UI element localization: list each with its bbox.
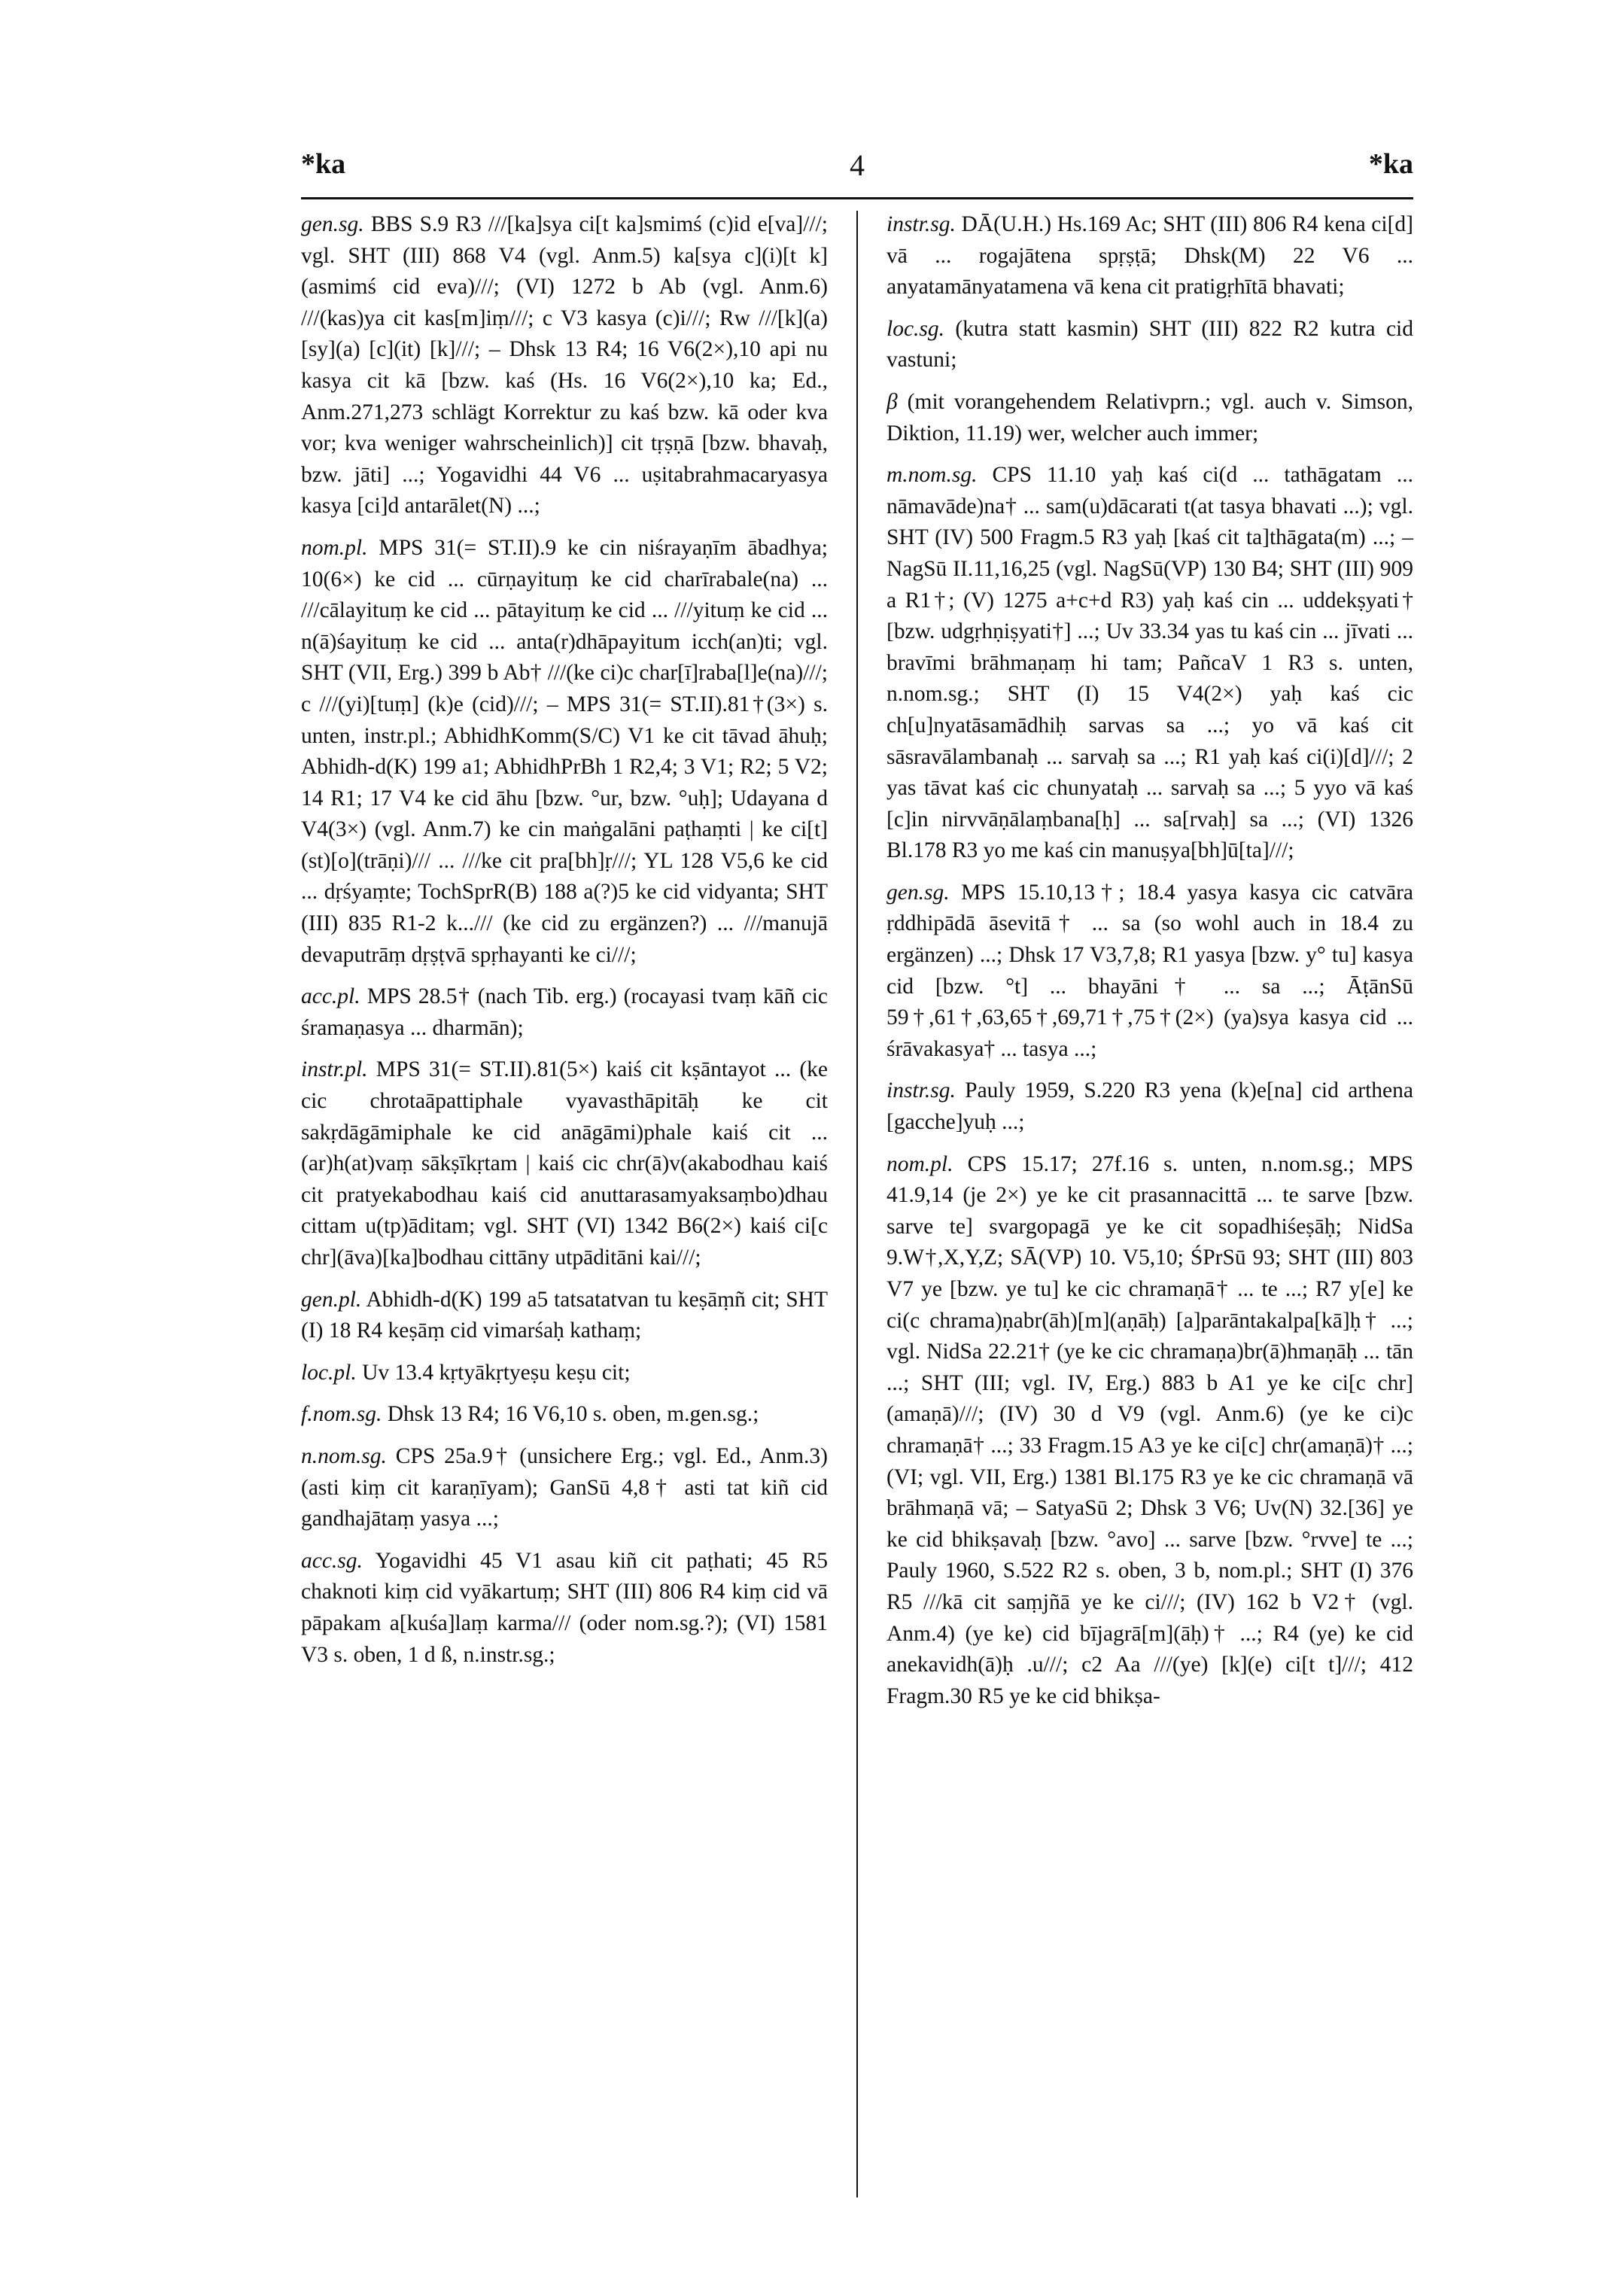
grammar-label: loc.sg. <box>887 316 945 341</box>
entry-text: Dhsk 13 R4; 16 V6,10 s. oben, m.gen.sg.; <box>382 1402 759 1427</box>
grammar-label: instr.sg. <box>887 212 956 236</box>
dictionary-entry <box>301 533 828 971</box>
dictionary-entry <box>301 1399 828 1431</box>
dictionary-entry <box>887 1075 1413 1138</box>
header-rule <box>301 197 1413 199</box>
dictionary-entry <box>887 1149 1413 1713</box>
entry-text: DĀ(U.H.) Hs.169 Ac; SHT (III) 806 R4 kena ci[d] vā ... rogajātena spṛṣṭā; Dhsk(M) 22 V6 ... anyatamānyatamena vā kena cit pratigṛhītā bhavati; <box>887 212 1413 300</box>
right-column <box>887 209 1413 1723</box>
entry-text: Pauly 1959, S.220 R3 yena (k)e[na] cid arthena [gacche]yuḥ ...; <box>887 1078 1413 1135</box>
grammar-label: acc.pl. <box>301 984 360 1009</box>
grammar-label: gen.sg. <box>301 212 364 236</box>
grammar-label: β <box>887 389 898 414</box>
entry-text: MPS 31(= ST.II).9 ke cin niśrayaṇīm ābadhya; 10(6×) ke cid ... cūrṇayituṃ ke cid charīrabale(na) ... ///cālayituṃ ke cid ... pātayituṃ ke cid ... ///yituṃ ke cid ... n(ā)śayituṃ ke cid ... anta(r)dhāpayitum icch(an)ti; vgl. SHT (VII, Erg.) 399 b Ab† ///(ke ci)c char[ī]raba[l]e(na)///; c ///(yi)[tuṃ] (k)e (cid)///; – MPS 31(= ST.II).81†(3×) s. unten, instr.pl.; AbhidhKomm(S/C) V1 ke cit tāvad āhuḥ; Abhidh-d(K) 199 a1; AbhidhPrBh 1 R2,4; 3 V1; R2; 5 V2; 14 R1; 17 V4 ke cid āhu [bzw. °ur, bzw. °uḥ]; Udayana d V4(3×) (vgl. Anm.7) ke cin maṅgalāni paṭhaṃti | ke ci[t] (st)[o](trāṇi)/// ... ///ke cit pra[bh]ṛ///; YL 128 V5,6 ke cid ... dṛśyaṃte; TochSprR(B) 188 a(?)5 ke cid vidyanta; SHT (III) 835 R1-2 k.../// (ke cid zu ergänzen?) ... ///manujā devaputrāṃ dṛṣṭvā spṛhayanti ke ci///; <box>301 535 828 967</box>
entry-text: BBS S.9 R3 ///[ka]sya ci[t ka]smimś (c)id e[va]///; vgl. SHT (III) 868 V4 (vgl. Anm.5) ka[sya c](i)[t k](asmimś cid eva)///; (VI) 1272 b Ab (vgl. Anm.6) ///(kas)ya cit kas[m]iṃ///; c V3 kasya (c)i///; Rw ///[k](a)[sy](a) [c](it) [k]///; – Dhsk 13 R4; 16 V6(2×),10 api nu kasya cit kā [bzw. kaś (Hs. 16 V6(2×),10 ka; Ed., Anm.271,273 schlägt Korrektur zu kaś bzw. kā oder kva vor; kva weniger wahrscheinlich)] cit tṛṣṇā [bzw. bhavaḥ, bzw. jāti] ...; Yogavidhi 44 V6 ... uṣitabrahmacaryasya kasya [ci]d antarālet(N) ...; <box>301 212 828 519</box>
dictionary-entry <box>887 387 1413 449</box>
dictionary-entry <box>301 1546 828 1671</box>
dictionary-entry <box>301 1441 828 1535</box>
grammar-label: f.nom.sg. <box>301 1402 382 1427</box>
grammar-label: acc.sg. <box>301 1548 363 1573</box>
dictionary-entry <box>301 1285 828 1347</box>
left-column <box>301 209 828 1681</box>
page-header <box>301 148 1413 185</box>
entry-text: MPS 28.5† (nach Tib. erg.) (rocayasi tvaṃ kāñ cic śramaṇasya ... dharmān); <box>301 984 828 1040</box>
entry-text: (mit vorangehendem Relativprn.; vgl. auch v. Simson, Diktion, 11.19) wer, welcher auch immer; <box>887 389 1413 446</box>
header-left-headword: *ka <box>301 148 346 180</box>
grammar-label: instr.sg. <box>887 1078 956 1103</box>
grammar-label: loc.pl. <box>301 1360 357 1385</box>
grammar-label: n.nom.sg. <box>301 1443 387 1468</box>
entry-text: CPS 25a.9† (unsichere Erg.; vgl. Ed., Anm.3) (asti kiṃ cit karaṇīyam); GanSū 4,8† asti tat kiñ cid gandhajātaṃ yasya ...; <box>301 1443 828 1531</box>
grammar-label: instr.pl. <box>301 1057 368 1082</box>
entry-text: MPS 15.10,13†; 18.4 yasya kasya cic catvāra ṛddhipādā āsevitā† ... sa (so wohl auch in 18.4 zu ergänzen) ...; Dhsk 17 V3,7,8; R1 yasya [bzw. y° tu] kasya cid [bzw. °t] ... bhayāni† ... sa ...; ĀṭānSū 59†,61†,63,65†,69,71†,75†(2×) (ya)sya kasya cid ... śrāvakasya† ... tasya ...; <box>887 880 1413 1061</box>
page-number: 4 <box>850 148 865 182</box>
entry-text: MPS 31(= ST.II).81(5×) kaiś cit kṣāntayot ... (ke cic chrotaāpattiphale vyavasthāpitāḥ ke cit sakṛdāgāmiphale ke cid anāgāmi)phale kaiś cit ... (ar)h(at)vaṃ sākṣīkṛtam | kaiś cic chr(ā)v(akabodhau kaiś cit pratyekabodhau kaiś cid anuttarasamyaksaṃbo)dhau cittam u(tp)āditam; vgl. SHT (VI) 1342 B6(2×) kaiś ci[c chr](āva)[ka]bodhau cittāny utpāditāni kai///; <box>301 1057 828 1270</box>
dictionary-entry <box>887 460 1413 867</box>
dictionary-entry <box>887 209 1413 303</box>
entry-text: CPS 15.17; 27f.16 s. unten, n.nom.sg.; MPS 41.9,14 (je 2×) ye ke cit prasannacittā ... te sarve [bzw. sarve te] svargopagā ye ke cit sopadhiśeṣāḥ; NidSa 9.W†,X,Y,Z; SĀ(VP) 10. V5,10; ŚPrSū 93; SHT (III) 803 V7 ye [bzw. ye tu] ke cic chramaṇā† ... te ...; R7 y[e] ke ci(c chrama)ṇabr(āh)[m](aṇāḥ) [a]parāntakalpa[kā]ḥ† ...; vgl. NidSa 22.21† (ye ke cic chramaṇa)br(ā)hmaṇāḥ ... tān ...; SHT (III; vgl. IV, Erg.) 883 b A1 ye ke ci[c chr](amaṇā)///; (IV) 30 d V9 (vgl. Anm.6) (ye ke ci)c chramaṇā† ...; 33 Fragm.15 A3 ye ke ci[c] chr(amaṇā)† ...; (VI; vgl. VII, Erg.) 1381 Bl.175 R3 ye ke cic chramaṇā vā brāhmaṇā vā; – SatyaSū 2; Dhsk 3 V6; Uv(N) 32.[36] ye ke cid bhikṣavaḥ [bzw. °avo] ... sarve [bzw. °rvve] te ...; Pauly 1960, S.522 R2 s. oben, 3 b, nom.pl.; SHT (I) 376 R5 ///kā cit saṃjñā ye ke ci///; (IV) 162 b V2† (vgl. Anm.4) (ye ke) cid bījagrā[m](āḥ)† ...; R4 (ye) ke cid anekavidh(ā)ḥ .u///; c2 Aa ///(ye) [k](e) ci[t t]///; 412 Fragm.30 R5 ye ke cid bhikṣa- <box>887 1151 1413 1708</box>
dictionary-entry <box>301 1358 828 1389</box>
grammar-label: gen.pl. <box>301 1287 362 1312</box>
dictionary-entry <box>887 877 1413 1066</box>
column-divider <box>856 211 858 2197</box>
entry-text: Yogavidhi 45 V1 asau kiñ cit paṭhati; 45 R5 chaknoti kiṃ cid vyākartuṃ; SHT (III) 806 R4 kiṃ cid vā pāpakam a[kuśa]laṃ karma/// (oder nom.sg.?); (VI) 1581 V3 s. oben, 1 d ß, n.instr.sg.; <box>301 1548 828 1667</box>
entry-text: Abhidh-d(K) 199 a5 tatsatatvan tu keṣāṃñ cit; SHT (I) 18 R4 keṣāṃ cid vimarśaḥ kathaṃ; <box>301 1287 828 1343</box>
header-right-headword: *ka <box>1368 148 1413 180</box>
grammar-label: nom.pl. <box>887 1151 953 1176</box>
dictionary-entry <box>301 209 828 522</box>
grammar-label: gen.sg. <box>887 880 950 905</box>
entry-text: CPS 11.10 yaḥ kaś ci(d ... tathāgatam ... nāmavāde)na† ... sam(u)dācarati t(at tasya bhavati ...); vgl. SHT (IV) 500 Fragm.5 R3 yaḥ [kaś cit ta]thāgata(m) ...; – NagSū II.11,16,25 (vgl. NagSū(VP) 130 B4; SHT (III) 909 a R1†; (V) 1275 a+c+d R3) yaḥ kaś cin ... uddekṣyati† [bzw. udgṛhṇiṣyati†] ...; Uv 33.34 yas tu kaś cin ... jīvati ... bravīmi brāhmaṇaṃ hi tam; PañcaV 1 R3 s. unten, n.nom.sg.; SHT (I) 15 V4(2×) yaḥ kaś cic ch[u]nyatāsamādhiḥ sarvas sa ...; yo vā kaś cit sāsravālambanaḥ ... sarvaḥ sa ...; R1 yaḥ kaś ci(i)[d]///; 2 yas tāvat kaś cic chunyataḥ ... sarvaḥ sa ...; 5 yyo vā kaś [c]in nirvvāṇālaṃbana[ḥ] ... sa[rvaḥ] sa ...; (VI) 1326 Bl.178 R3 yo me kaś cin manuṣya[bh]ū[ta]///; <box>887 463 1413 863</box>
dictionary-entry <box>887 314 1413 376</box>
grammar-label: nom.pl. <box>301 535 368 560</box>
entry-text: (kutra statt kasmin) SHT (III) 822 R2 kutra cid vastuni; <box>887 316 1413 373</box>
entry-text: Uv 13.4 kṛtyākṛtyeṣu keṣu cit; <box>356 1360 631 1385</box>
grammar-label: m.nom.sg. <box>887 463 978 488</box>
dictionary-entry <box>301 981 828 1044</box>
dictionary-entry <box>301 1054 828 1273</box>
